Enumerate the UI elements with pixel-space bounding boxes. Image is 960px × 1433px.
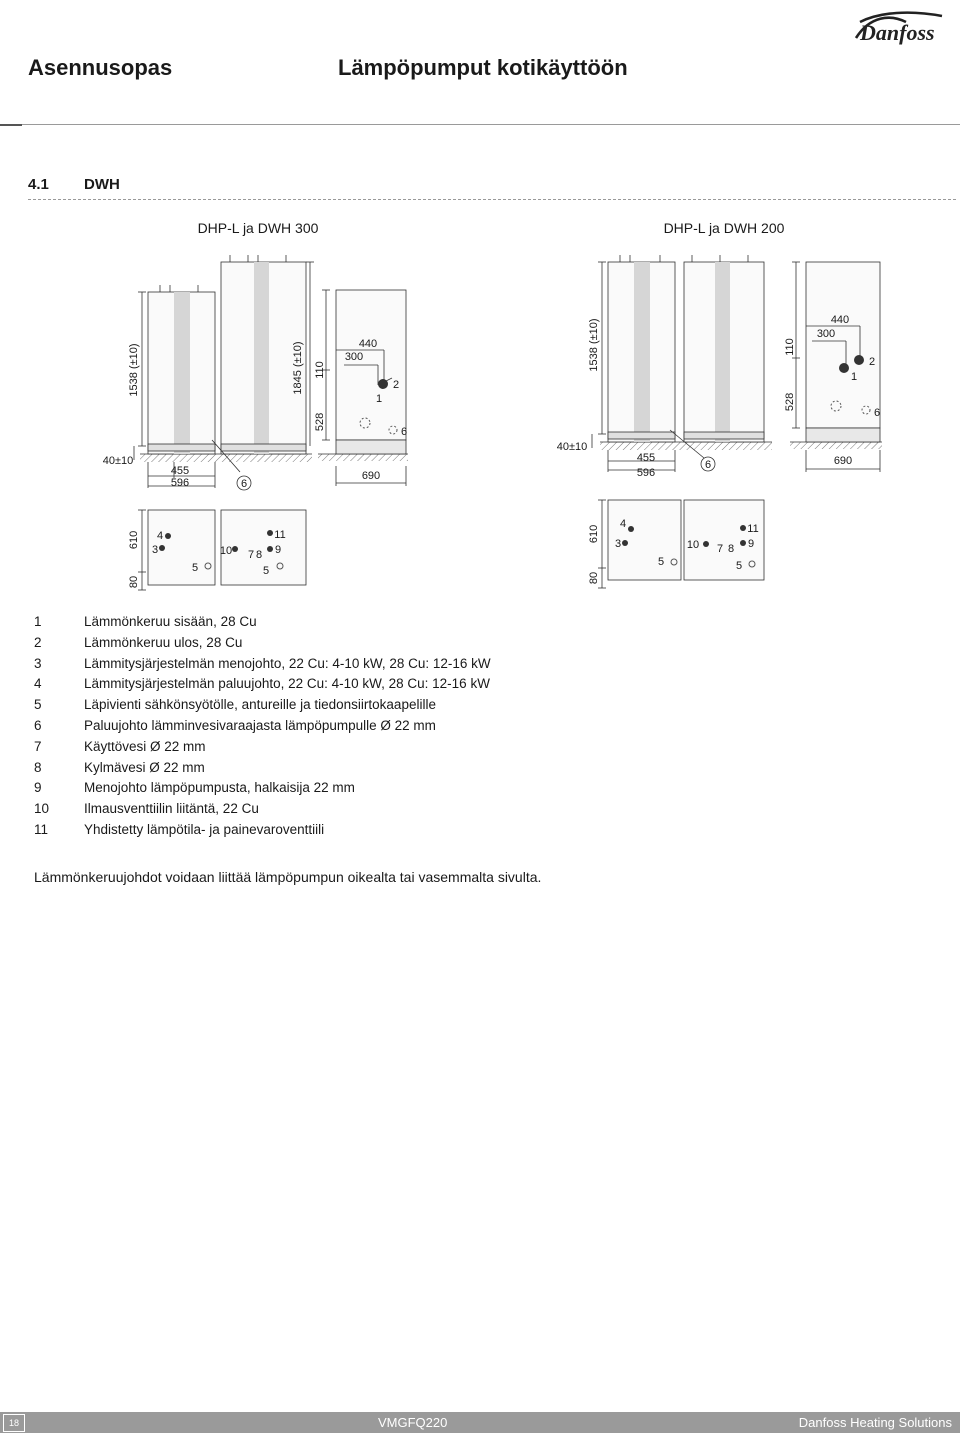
left-plan-80: 80: [128, 575, 140, 589]
left-diagram-title: DHP-L ja DWH 300: [197, 220, 319, 236]
legend-number: 9: [34, 780, 42, 796]
left-dim-596: 596: [170, 477, 190, 489]
right-dim-596: 596: [636, 467, 656, 479]
legend-text: Lämmönkeruu sisään, 28 Cu: [84, 614, 257, 629]
legend-text: Käyttövesi Ø 22 mm: [84, 738, 206, 754]
legend-item: [34, 778, 491, 799]
legend-number: 6: [34, 717, 42, 733]
header-tick: [0, 124, 22, 126]
left-dim-528: 528: [314, 412, 326, 432]
legend-item: [34, 799, 491, 820]
document-code: VMGFQ220: [378, 1415, 448, 1430]
right-plan-8: 8: [727, 543, 735, 555]
legend-text: Lämmitysjärjestelmän menojohto, 22 Cu: 4-10 kW, 28 Cu: 12-16 kW: [84, 655, 491, 671]
right-dim-455: 455: [636, 452, 656, 464]
legend-text: Paluujohto lämminvesivaraajasta lämpöpumpulle Ø 22 mm: [84, 717, 436, 733]
left-num-1: 1: [375, 393, 383, 405]
legend-item: [34, 654, 491, 675]
legend-text: Lämmönkeruu ulos, 28 Cu: [84, 634, 243, 650]
left-plan-610: 610: [128, 530, 140, 550]
section-title: DWH: [84, 176, 120, 193]
page-number: 18: [8, 1418, 19, 1428]
left-dim-height: 1538 (±10): [128, 343, 140, 397]
right-dim-690: 690: [833, 455, 853, 467]
danfoss-logo: [850, 8, 950, 48]
right-plan-4: 4: [619, 518, 627, 530]
right-num-2: 2: [868, 356, 876, 368]
legend-item: [34, 633, 491, 654]
right-plan-610: 610: [588, 524, 600, 544]
legend-item: [34, 758, 491, 779]
right-plan-3: 3: [614, 538, 622, 550]
right-dim-base: 40±10: [556, 441, 588, 453]
legend-number: 2: [34, 634, 42, 650]
left-dim-height-tank: 1845 (±10): [292, 341, 304, 395]
left-marker-6: 6: [240, 478, 248, 490]
header-divider: [0, 124, 960, 125]
legend-number: 3: [34, 655, 42, 671]
left-elevation: [134, 255, 314, 488]
right-plan-7: 7: [716, 543, 724, 555]
legend-text: Kylmävesi Ø 22 mm: [84, 759, 205, 775]
right-plan-5a: 5: [657, 556, 665, 568]
legend-item: [34, 674, 491, 695]
legend-text: Yhdistetty lämpötila- ja painevaroventtiili: [84, 821, 325, 837]
legend-item: [34, 716, 491, 737]
left-plan-9: 9: [274, 544, 282, 556]
section-number: 4.1: [28, 176, 49, 193]
right-dim-528: 528: [784, 392, 796, 412]
legend-number: 5: [34, 697, 42, 713]
legend-number: 1: [34, 614, 42, 629]
document-subtitle: Lämpöpumput kotikäyttöön: [338, 55, 628, 80]
left-plan-10: 10: [219, 545, 233, 557]
right-plan-9: 9: [747, 538, 755, 550]
svg-text:Danfoss: Danfoss: [860, 20, 935, 45]
left-plan-7: 7: [247, 549, 255, 561]
left-plan-5b: 5: [262, 565, 270, 577]
right-marker-6: 6: [704, 459, 712, 471]
legend-text: Ilmausventtiilin liitäntä, 22 Cu: [84, 801, 259, 817]
left-plan-8: 8: [255, 549, 263, 561]
left-dim-455: 455: [170, 465, 190, 477]
document-title: Asennusopas: [28, 55, 173, 80]
left-dim-110: 110: [314, 361, 326, 379]
left-num-2: 2: [392, 379, 400, 391]
legend-item: [34, 737, 491, 758]
left-plan-5a: 5: [191, 562, 199, 574]
right-num-1: 1: [850, 371, 858, 383]
left-dim-690: 690: [361, 470, 381, 482]
left-dim-base: 40±10: [102, 455, 134, 467]
legend-list: [34, 612, 491, 841]
legend-item: [34, 695, 491, 716]
right-dim-300: 300: [816, 328, 836, 340]
left-plan-11: 11: [274, 529, 286, 541]
right-diagram-title: DHP-L ja DWH 200: [663, 220, 785, 236]
company-name: Danfoss Heating Solutions: [798, 1415, 952, 1430]
legend-number: 11: [34, 821, 49, 837]
right-plan-11: 11: [747, 523, 759, 535]
right-dim-110: 110: [784, 338, 796, 356]
right-dim-height: 1538 (±10): [588, 318, 600, 372]
left-dim-300: 300: [344, 351, 364, 363]
left-plan-4: 4: [156, 530, 164, 542]
legend-text: Lämmitysjärjestelmän paluujohto, 22 Cu: 4-10 kW, 28 Cu: 12-16 kW: [84, 676, 490, 692]
legend-number: 7: [34, 738, 42, 754]
legend-number: 4: [34, 676, 42, 692]
left-dim-440: 440: [358, 338, 378, 350]
right-plan-5b: 5: [735, 560, 743, 572]
legend-item: [34, 820, 491, 841]
left-num-6: 6: [400, 426, 408, 438]
right-dim-440: 440: [830, 314, 850, 326]
legend-text: Menojohto lämpöpumpusta, halkaisija 22 mm: [84, 780, 355, 796]
legend-number: 10: [34, 801, 50, 817]
right-plan-10: 10: [686, 539, 700, 551]
legend-number: 8: [34, 759, 42, 775]
right-elevation: [592, 255, 772, 472]
right-num-6: 6: [873, 407, 881, 419]
legend-text: Läpivienti sähkönsyötölle, antureille ja tiedonsiirtokaapelille: [84, 697, 436, 713]
right-plan-80: 80: [588, 571, 600, 585]
legend-item: [34, 612, 491, 633]
section-divider: [28, 199, 956, 200]
connection-note: Lämmönkeruujohdot voidaan liittää lämpöpumpun oikealta tai vasemmalta sivulta.: [34, 869, 542, 885]
dimension-drawing: [0, 210, 960, 595]
left-plan-3: 3: [151, 544, 159, 556]
